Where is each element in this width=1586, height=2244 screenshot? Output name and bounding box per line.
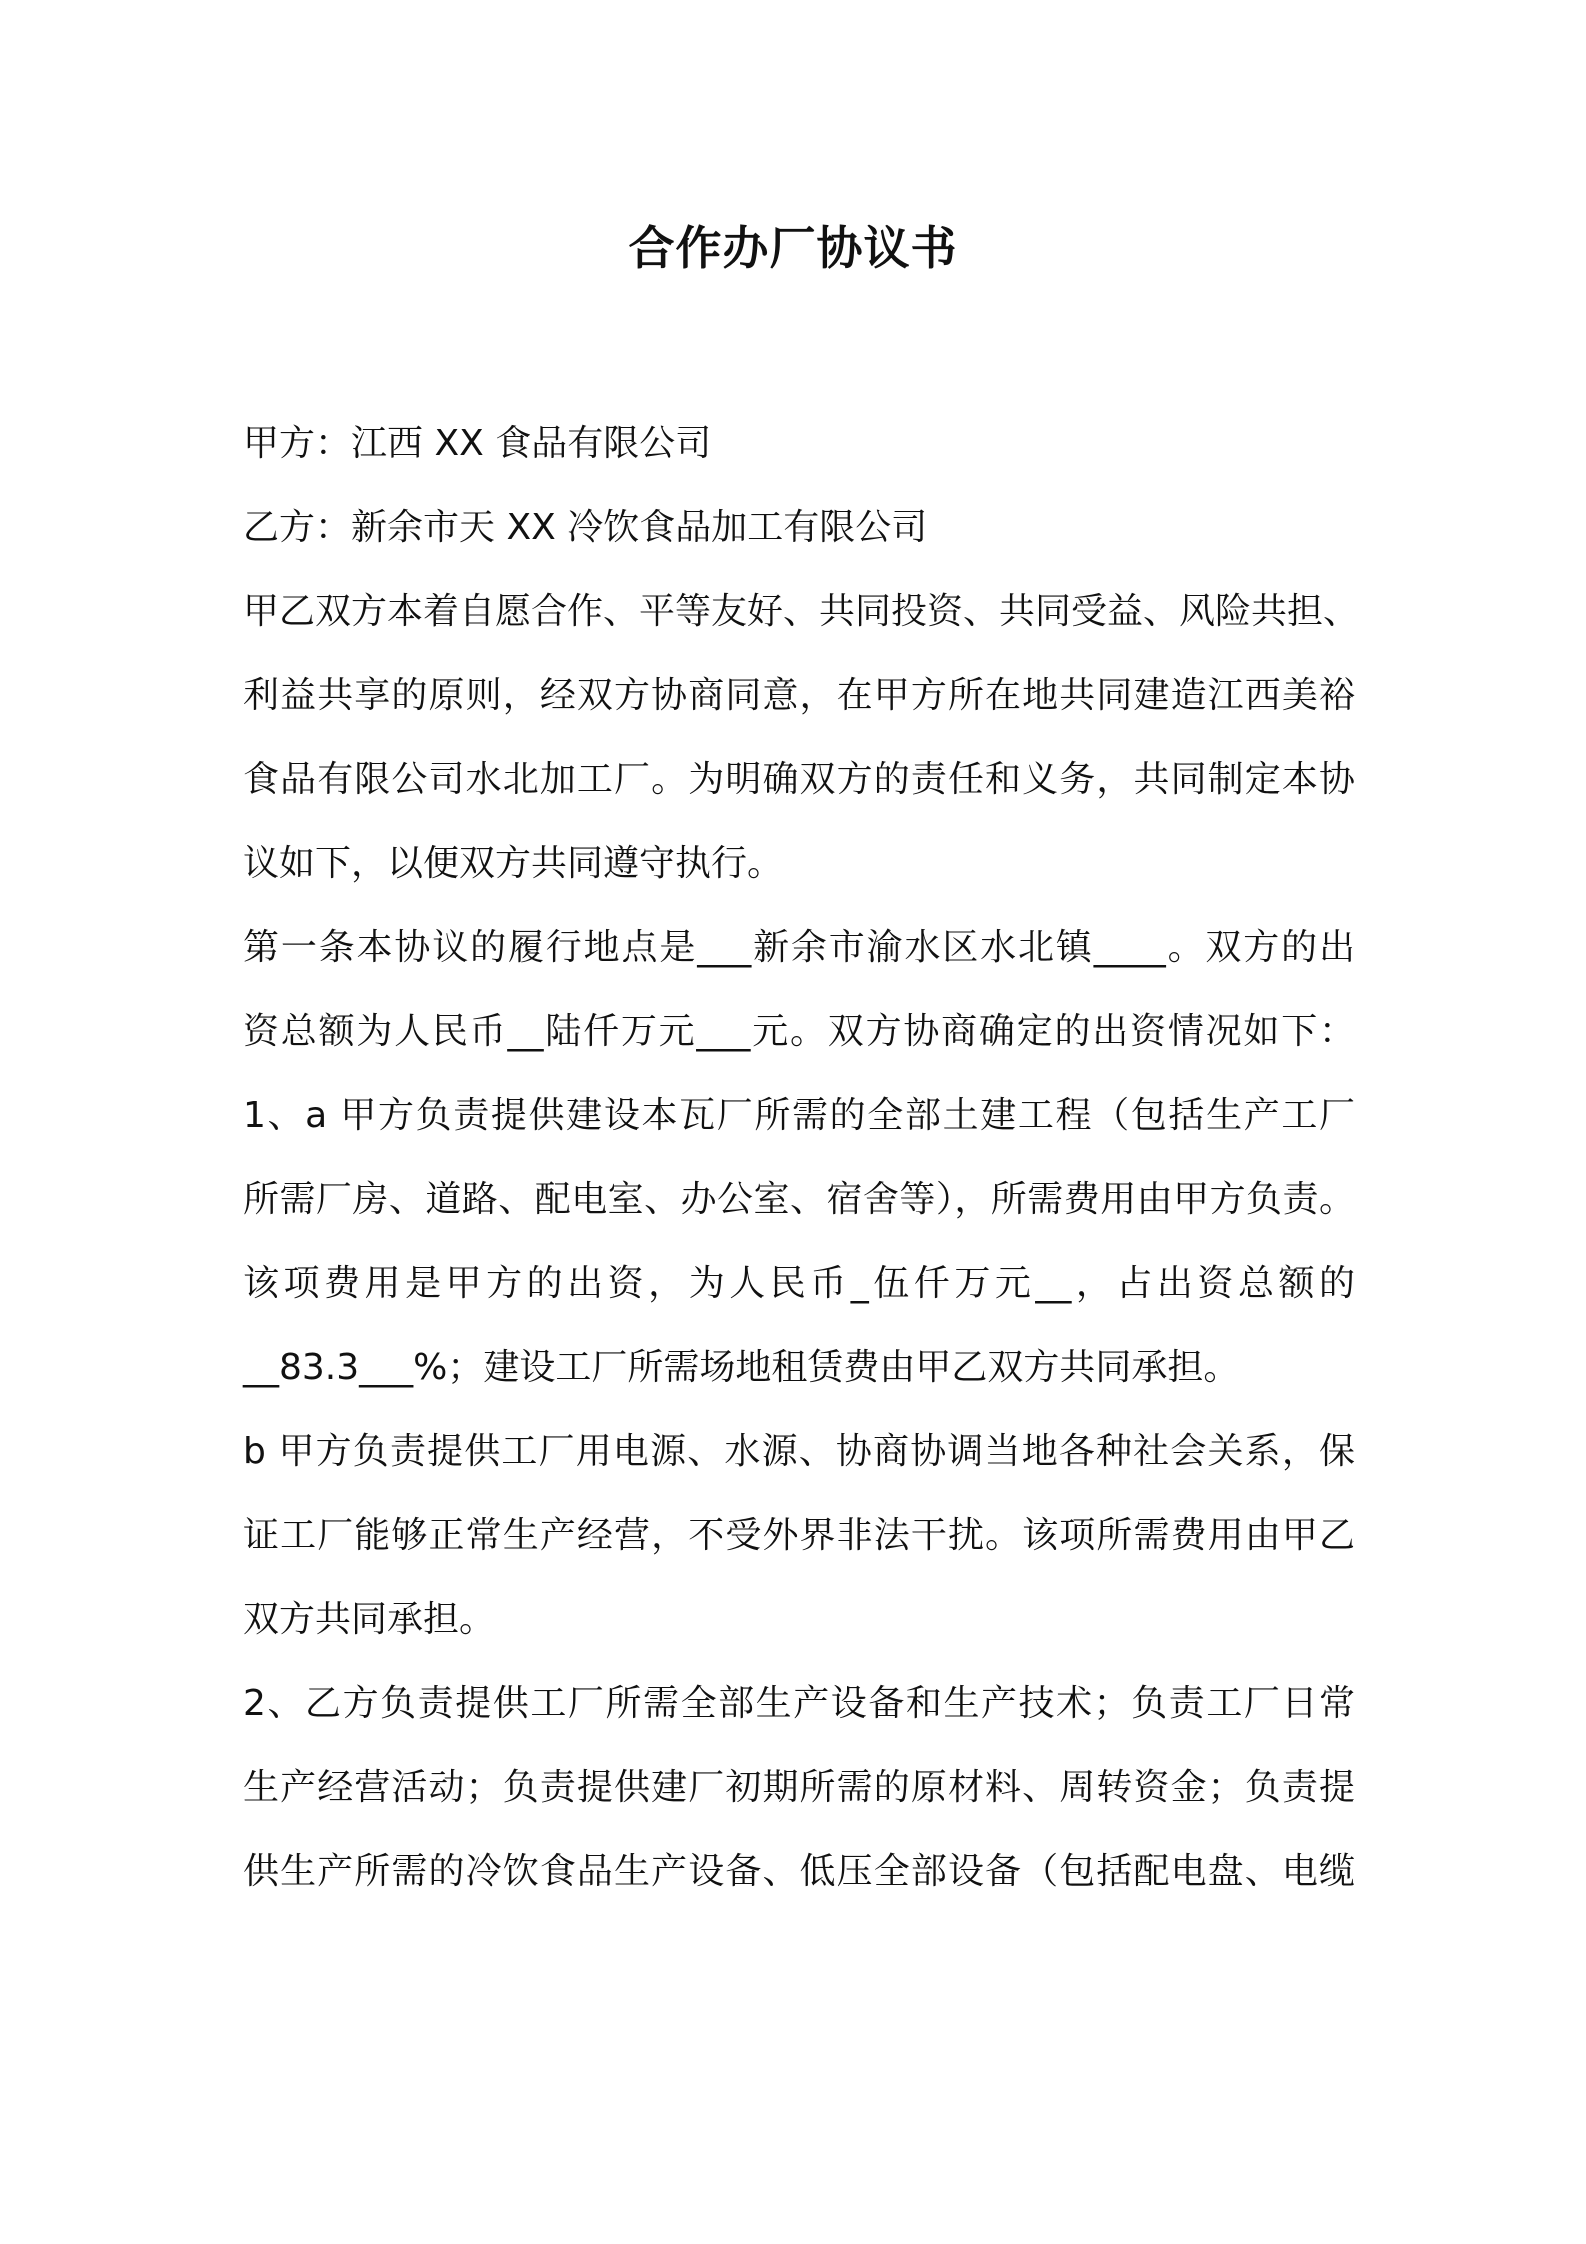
clause-line: 1、a 甲方负责提供建设本瓦厂所需的全部土建工程（包括生产工厂: [243, 1095, 1355, 1136]
clause-line: 所需厂房、道路、配电室、办公室、宿舍等），所需费用由甲方负责。: [243, 1179, 1355, 1220]
document-body: [243, 402, 1360, 1914]
party-a-line: 甲方：江西 XX 食品有限公司: [243, 423, 712, 464]
clause-line: 供生产所需的冷饮食品生产设备、低压全部设备（包括配电盘、电缆: [243, 1851, 1355, 1892]
document-title: 合作办厂协议书: [628, 221, 958, 275]
clause-line: b 甲方负责提供工厂用电源、水源、协商协调当地各种社会关系，保: [243, 1431, 1355, 1472]
article-line: 第一条本协议的履行地点是___新余市渝水区水北镇____。双方的出: [243, 927, 1355, 968]
clause-line: __83.3___%；建设工厂所需场地租赁费由甲乙双方共同承担。: [243, 1347, 1240, 1388]
body-line: 议如下，以便双方共同遵守执行。: [243, 843, 784, 884]
clause-line: 生产经营活动；负责提供建厂初期所需的原材料、周转资金；负责提: [243, 1767, 1355, 1808]
party-b-line: 乙方：新余市天 XX 冷饮食品加工有限公司: [243, 507, 928, 548]
clause-line: 该项费用是甲方的出资，为人民币_伍仟万元__，占出资总额的: [243, 1263, 1355, 1304]
body-line: 甲乙双方本着自愿合作、平等友好、共同投资、共同受益、风险共担、: [243, 591, 1360, 632]
clause-line: 证工厂能够正常生产经营，不受外界非法干扰。该项所需费用由甲乙: [243, 1515, 1355, 1556]
clause-line: 双方共同承担。: [243, 1599, 496, 1640]
article-line: 资总额为人民币__陆仟万元___元。双方协商确定的出资情况如下：: [243, 1011, 1355, 1052]
body-line: 利益共享的原则，经双方协商同意，在甲方所在地共同建造江西美裕: [243, 675, 1355, 716]
clause-line: 2、乙方负责提供工厂所需全部生产设备和生产技术；负责工厂日常: [243, 1683, 1355, 1724]
body-line: 食品有限公司水北加工厂。为明确双方的责任和义务，共同制定本协: [243, 759, 1355, 800]
